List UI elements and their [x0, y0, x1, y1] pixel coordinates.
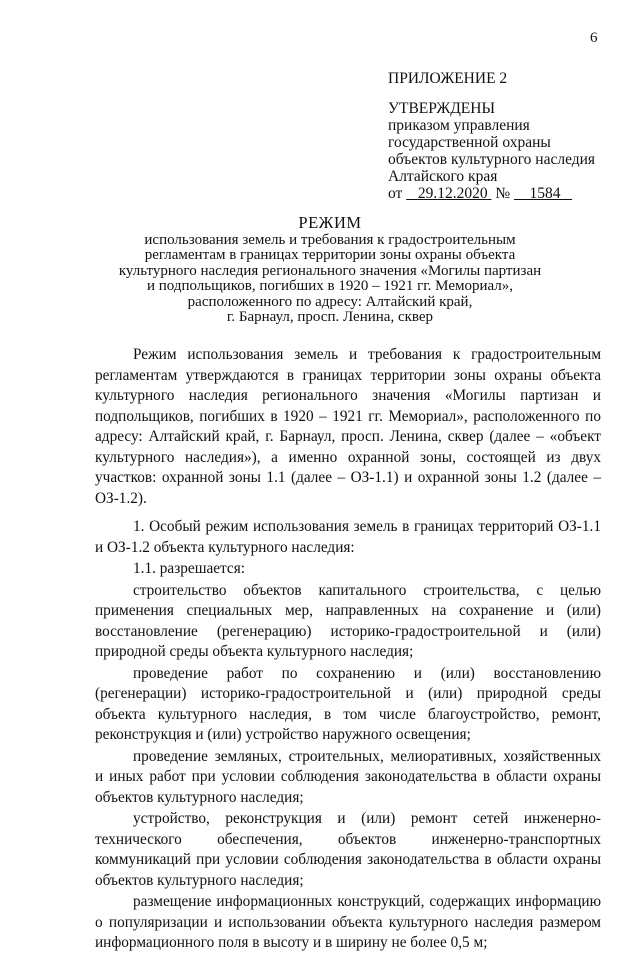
- date-prefix: от: [388, 185, 403, 202]
- heading-line: культурного наследия регионального значения «Могилы партизан: [118, 262, 542, 279]
- body-paragraph: Режим использования земель и требования к градостроительным регламентам утверждаются в границах территории зоны охраны объекта культурного наследия регионального значения «Могилы партизан и подпольщиков, погибших в 1920 – 1921 гг. Мемориал», расположенного по адресу: Алтайский край, г. Барнаул, просп. Ленина, сквер (далее – «объект культурного наследия»), а именно охранной зоны, состоящей из двух участков: охранной зоны 1.1 (далее – ОЗ-1.1) и охранной зоны 1.2 (далее – ОЗ-1.2).: [95, 346, 601, 507]
- document-heading: [70, 215, 590, 326]
- body-paragraph: устройство, реконструкция и (или) ремонт сетей инженерно-технического обеспечения, объектов инженерно-транспортных коммуникаций при условии соблюдения законодательства в области охраны объектов культурного наследия;: [95, 810, 601, 889]
- body-paragraph: 1. Особый режим использования земель в границах территорий ОЗ-1.1 и ОЗ-1.2 объекта культурного наследия:: [95, 518, 601, 556]
- appendix-line: объектов культурного наследия: [388, 151, 596, 168]
- body-paragraph: 1.1. разрешается:: [133, 560, 245, 577]
- body-paragraph: проведение работ по сохранению и (или) восстановлению (регенерации) историко-градостроительной и (или) природной среды объекта культурного наследия, в том числе благоустройство, ремонт, реконструкция и (или) устройство наружного освещения;: [95, 664, 601, 743]
- heading-line: использования земель и требования к градостроительным: [144, 231, 516, 248]
- order-date-line: [388, 185, 595, 202]
- number-sign: №: [495, 185, 511, 202]
- heading-line: и подпольщиков, погибших в 1920 – 1921 гг. Мемориал»,: [146, 278, 514, 294]
- heading-line: расположенного по адресу: Алтайский край,: [187, 293, 473, 310]
- approved-label: УТВЕРЖДЕНЫ: [388, 100, 495, 117]
- order-number: 1584: [529, 185, 561, 202]
- heading-line: регламентам в границах территории зоны охраны объекта: [144, 247, 516, 263]
- document-body: [95, 345, 601, 955]
- body-paragraph: строительство объектов капитального строительства, с целью применения специальных мер, направленных на сохранение и (или) восстановление (регенерацию) историко-градостроительной и (или) природной среды объекта культурного наследия;: [95, 581, 601, 660]
- appendix-block: [388, 70, 595, 202]
- page-number: 6: [590, 30, 598, 46]
- body-paragraph: проведение земляных, строительных, мелиоративных, хозяйственных и иных работ при условии соблюдения законодательства в области охраны объектов культурного наследия;: [95, 747, 601, 806]
- body-paragraph: размещение информационных конструкций, содержащих информацию о популяризации и использовании объекта культурного наследия размером информационного поля в высоту и в ширину не более 0,5 м;: [95, 893, 601, 951]
- heading-line: г. Барнаул, просп. Ленина, сквер: [226, 309, 434, 325]
- order-date: 29.12.2020: [417, 185, 488, 202]
- appendix-line: Алтайского края: [388, 168, 498, 185]
- appendix-title: ПРИЛОЖЕНИЕ 2: [388, 70, 508, 87]
- appendix-line: приказом управления: [388, 117, 530, 134]
- heading-title: РЕЖИМ: [298, 213, 362, 232]
- appendix-line: государственной охраны: [388, 134, 551, 151]
